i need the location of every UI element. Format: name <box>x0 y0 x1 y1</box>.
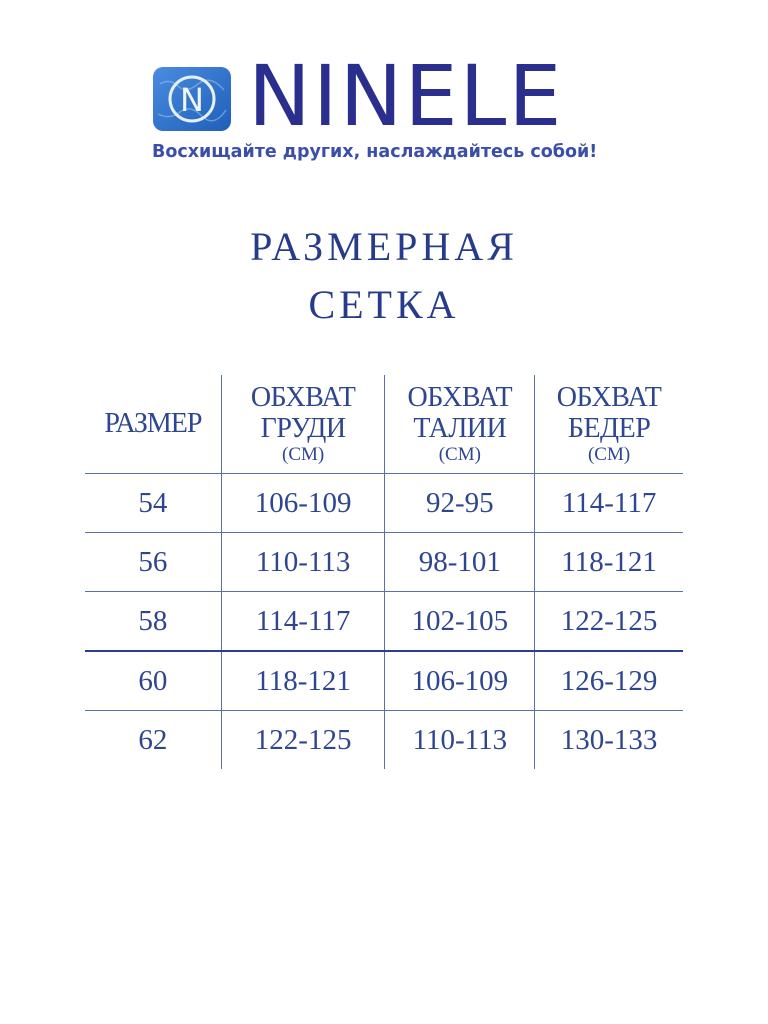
cell-hips: 126-129 <box>535 651 683 711</box>
cell-size: 56 <box>85 533 221 592</box>
cell-waist: 106-109 <box>385 651 535 711</box>
header-chest-unit: (СМ) <box>282 444 325 465</box>
table-header-row <box>85 375 683 474</box>
brand-badge-icon <box>152 66 232 132</box>
page-title <box>0 218 768 334</box>
brand-slogan: Восхищайте других, наслаждайтесь собой! <box>152 142 598 162</box>
header-hips-unit: (СМ) <box>587 444 631 465</box>
header-chest-line2: ГРУДИ <box>260 413 346 444</box>
size-chart-table <box>85 375 683 769</box>
cell-hips: 118-121 <box>535 533 683 592</box>
page-title-line2: СЕТКА <box>308 282 460 327</box>
header-size: РАЗМЕР <box>85 375 221 474</box>
cell-chest: 118-121 <box>221 651 385 711</box>
cell-hips: 130-133 <box>535 711 683 770</box>
cell-size: 62 <box>138 723 168 756</box>
cell-chest: 110-113 <box>221 533 385 592</box>
cell-waist: 102-105 <box>385 592 535 652</box>
header-chest-line1: ОБХВАТ <box>250 382 356 413</box>
page-title-line1: РАЗМЕРНАЯ <box>250 224 518 269</box>
header-chest <box>221 375 385 474</box>
table-row <box>85 651 683 711</box>
header-hips-line1: ОБХВАТ <box>556 382 662 413</box>
header-waist-unit: (СМ) <box>438 444 481 465</box>
cell-waist: 92-95 <box>385 474 535 533</box>
header-waist-line1: ОБХВАТ <box>407 382 513 413</box>
cell-hips: 122-125 <box>535 592 683 652</box>
brand-logo <box>152 47 652 172</box>
cell-chest: 114-117 <box>221 592 385 652</box>
brand-name: NINELE <box>248 47 564 145</box>
cell-size: 60 <box>85 651 221 711</box>
header-waist-line2: ТАЛИИ <box>413 413 507 444</box>
cell-chest: 106-109 <box>221 474 385 533</box>
cell-size: 54 <box>85 474 221 533</box>
cell-size: 58 <box>85 592 221 652</box>
header-hips <box>535 375 683 474</box>
cell-hips: 114-117 <box>535 474 683 533</box>
table-row <box>85 533 683 592</box>
cell-chest: 122-125 <box>221 711 385 770</box>
header-waist <box>385 375 535 474</box>
svg-text:N: N <box>180 81 204 119</box>
cell-waist: 98-101 <box>385 533 535 592</box>
table-row <box>85 711 683 770</box>
cell-waist: 110-113 <box>385 711 535 770</box>
table-row <box>85 474 683 533</box>
header-hips-line2: БЕДЕР <box>567 413 651 444</box>
table-row <box>85 592 683 652</box>
